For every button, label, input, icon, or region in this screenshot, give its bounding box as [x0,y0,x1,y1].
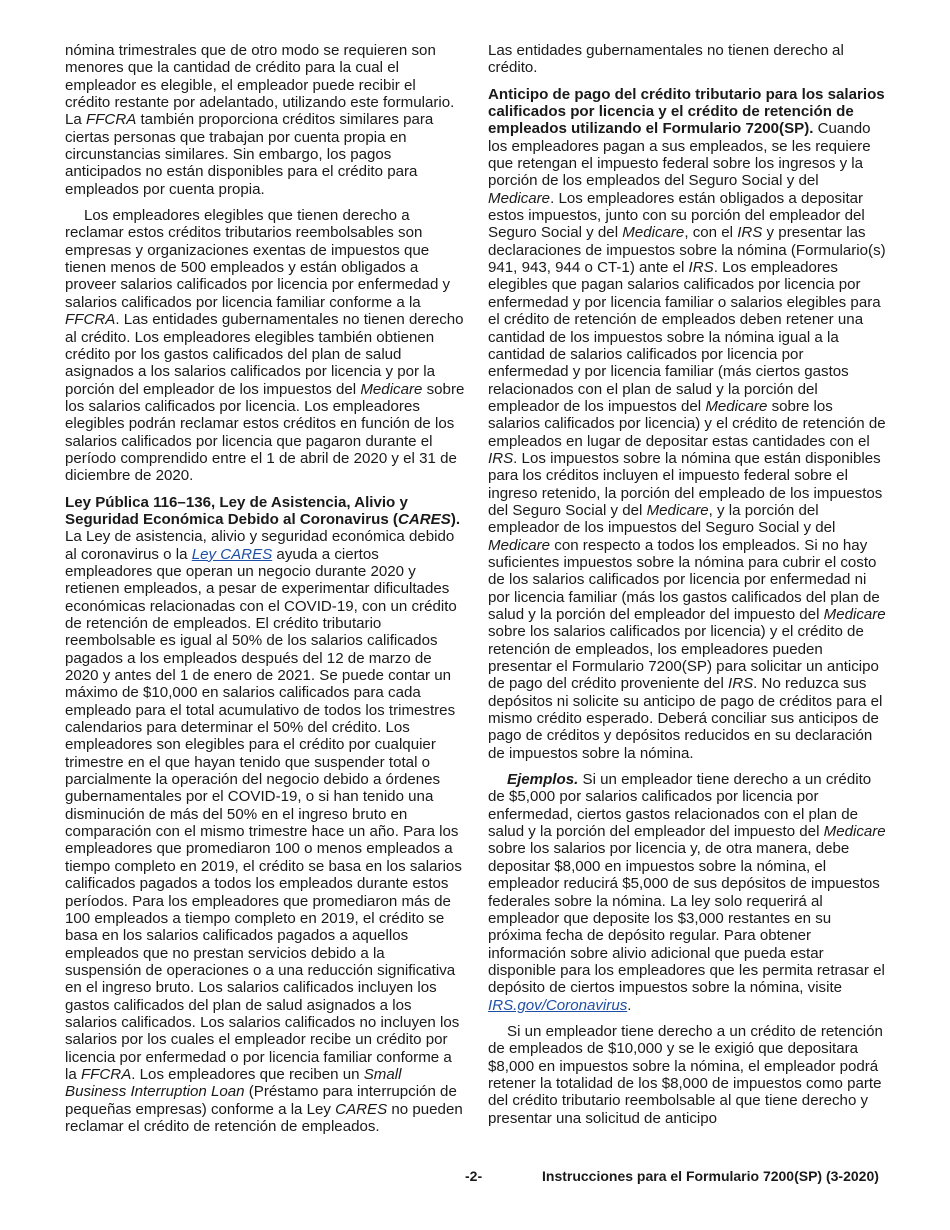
right-column [488,42,888,1136]
paragraph: Ley Pública 116–136, Ley de Asistencia, Alivio y Seguridad Económica Debido al Coronavirus (CARES). La Ley de asistencia, alivio y seguridad económica debido al coronavirus o la Ley CARES ayuda a ciertos empleadores que operan un negocio durante 2020 y retienen empleados, a pesar de experimentar dificultades económicas relacionadas con el COVID-19, con un crédito de retención de empleados. El crédito tributario reembolsable es igual al 50% de los salarios calificados pagados a los empleados después del 12 de marzo de 2020 y antes del 1 de enero de 2021. Se puede contar un máximo de $10,000 en salarios calificados para cada empleado para el total acumulativo de todos los trimestres calendarios para determinar el 50% del crédito. Los empleadores son elegibles para el crédito por cualquier trimestre en el que hayan tenido que suspender total o parcialmente la operación del negocio debido a órdenes gubernamentales por el COVID-19, o si han tenido una disminución de más del 50% en el ingreso bruto en comparación con el mismo trimestre hace un año. Para los empleadores que promediaron 100 o menos empleados a tiempo completo en 2019, el crédito se basa en los salarios calificados pagados a todos los empleados durante estos períodos. Para los empleadores que promediaron más de 100 empleados a tiempo completo en 2019, el crédito se basa en los salarios calificados pagados a aquellos empleados que no prestan servicios debido a la suspensión de operaciones o a una reducción significativa en el ingreso bruto. Los salarios calificados incluyen los gastos calificados del plan de salud asignados a los salarios calificados. Los salarios calificados no incluyen los salarios por los cuales el empleador recibe un crédito por licencia por enfermedad o por licencia familiar conforme a la FFCRA. Los empleadores que reciben un Small Business Interruption Loan (Préstamo para interrupción de pequeñas empresas) conforme a la Ley CARES no pueden reclamar el crédito de retención de empleados. [65,493,463,1135]
paragraph: Las entidades gubernamentales no tienen derecho al crédito. [488,42,844,77]
cares-act-link[interactable]: Ley CARES [191,545,273,563]
section-heading: Anticipo de pago del crédito tributario para los salarios calificados por licencia y el crédito de retención de empleados utilizando el Formulario 7200(SP). [488,85,885,138]
paragraph: Ejemplos. Si un empleador tiene derecho a un crédito de $5,000 por salarios calificados por licencia por enfermedad, ciertos gastos relacionados con el plan de salud y la porción del empleador del impuesto del Medicare sobre los salarios por licencia y, de otra manera, debe depositar $8,000 en impuestos sobre la nómina, el empleador reducirá $5,000 de sus depósitos de impuestos federales sobre la nómina. La ley solo requerirá al empleador que deposite los $3,000 restantes en su próxima fecha de depósito regular. Para obtener información sobre alivio adicional que pueda estar disponible para los empleadores que les permita retrasar el depósito de ciertos impuestos sobre la nómina, visite IRS.gov/Coronavirus. [488,771,886,1014]
paragraph: Los empleadores elegibles que tienen derecho a reclamar estos créditos tributarios reembolsables son empresas y organizaciones exentas de impuestos que tienen menos de 500 empleados y están obligados a proveer salarios calificados por licencia por enfermedad y salarios calificados por licencia familiar conforme a la FFCRA. Las entidades gubernamentales no tienen derecho al crédito. Los empleadores elegibles también obtienen crédito por los gastos calificados del plan de salud asignados a los salarios calificados por licencia y por la porción del empleador de los impuestos del Medicare sobre los salarios calificados por licencia. Los empleadores elegibles podrán reclamar estos créditos en función de los salarios calificados por licencia que pagaron durante el período comprendido entre el 1 de abril de 2020 y el 31 de diciembre de 2020. [65,207,465,485]
left-column [65,42,465,1144]
page-number: -2- [465,1168,483,1184]
section-heading: Ley Pública 116–136, Ley de Asistencia, Alivio y Seguridad Económica Debido al Coronavirus (CARES). [65,493,461,528]
footer-title: Instrucciones para el Formulario 7200(SP) (3-2020) [542,1168,879,1184]
irs-coronavirus-link[interactable]: IRS.gov/Coronavirus [488,996,628,1014]
paragraph: Anticipo de pago del crédito tributario para los salarios calificados por licencia y el crédito de retención de empleados utilizando el Formulario 7200(SP). Cuando los empleadores pagan a sus empleados, se les requiere que retengan el impuesto federal sobre los ingresos y la porción de los empleados del Seguro Social y del Medicare. Los empleadores están obligados a depositar estos impuestos, junto con su porción del empleador del Seguro Social y del Medicare, con el IRS y presentar las declaraciones de impuestos sobre la nómina (Formulario(s) 941, 943, 944 o CT-1) ante el IRS. Los empleadores elegibles que pagan salarios calificados por licencia por enfermedad y por licencia familiar o salarios elegibles para el crédito de retención de empleados deben retener una cantidad de los impuestos sobre la nómina igual a la cantidad de salarios calificados por licencia por enfermedad y por licencia familiar (más ciertos gastos relacionados con el plan de salud y la porción del empleador de los impuestos del Medicare sobre los salarios calificados por licencia) y el crédito de retención de empleados en lugar de depositar estas cantidades con el IRS. Los impuestos sobre la nómina que están disponibles para los créditos incluyen el impuesto federal sobre el ingreso retenido, la porción del empleado de los impuestos del Seguro Social y del Medicare, y la porción del empleador de los impuestos del Seguro Social y del Medicare con respecto a todos los empleados. Si no hay suficientes impuestos sobre la nómina para cubrir el costo de los salarios calificados por licencia por enfermedad ni por licencia familiar (más los gastos calificados del plan de salud y la porción del empleador del impuesto del Medicare sobre los salarios calificados por licencia) y el crédito de retención de empleados, los empleadores pueden presentar el Formulario 7200(SP) para solicitar un anticipo de pago del crédito proveniente del IRS. No reduzca sus depósitos ni solicite su anticipo de pago de créditos para el mismo crédito esperado. Deberá conciliar sus anticipos de pago de créditos y depósitos reducidos en su declaración de impuestos sobre la nómina. [488,85,886,762]
paragraph: Si un empleador tiene derecho a un crédito de retención de empleados de $10,000 y se le exigió que depositara $8,000 en impuestos sobre la nómina, el empleador podrá retener la totalidad de los $8,000 de impuestos como parte del crédito tributario reembolsable al que tiene derecho y presentar una solicitud de anticipo [488,1022,883,1127]
paragraph: nómina trimestrales que de otro modo se requieren son menores que la cantidad de crédito para la cual el empleador es elegible, el empleador puede recibir el crédito restante por adelantado, utilizando este formulario. La FFCRA también proporciona créditos similares para ciertas personas que trabajan por cuenta propia en circunstancias similares. Sin embargo, los pagos anticipados no están disponibles para el crédito para empleados por cuenta propia. [65,42,455,198]
examples-heading: Ejemplos. [507,771,579,789]
